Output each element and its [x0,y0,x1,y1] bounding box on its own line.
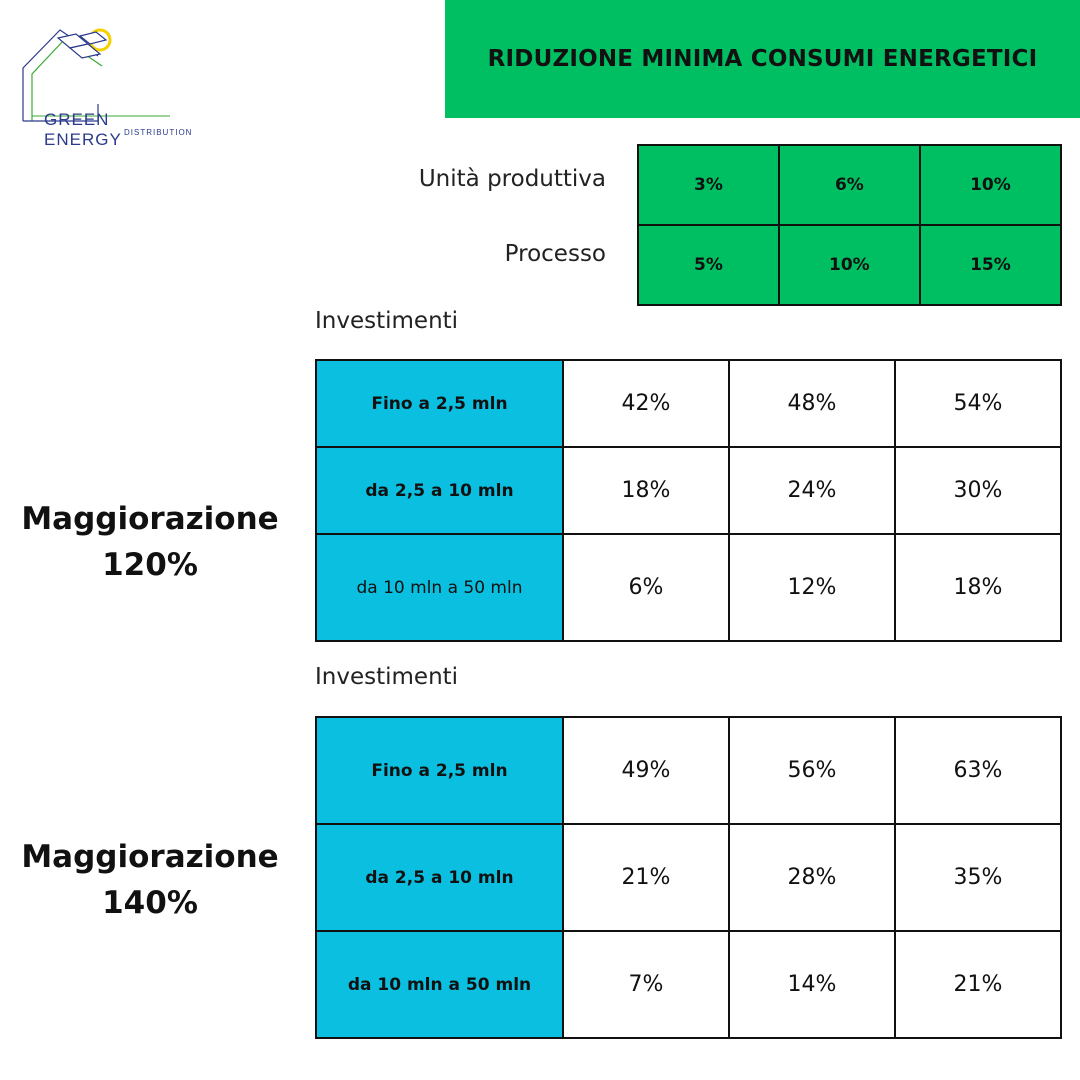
table-cell: 5% [638,225,779,305]
riduzione-table [637,144,1062,306]
table-row [316,824,1061,931]
value-cell: 42% [563,360,729,447]
table-row [316,360,1061,447]
logo-name: GREEN ENERGY [44,110,122,149]
value-cell: 6% [563,534,729,641]
value-cell: 30% [895,447,1061,534]
row-label-unita: Unità produttiva [418,166,606,192]
value-cell: 56% [729,717,895,824]
table-row [316,534,1061,641]
value-cell: 18% [895,534,1061,641]
maggiorazione-word: Maggiorazione [21,839,279,875]
value-cell: 54% [895,360,1061,447]
investimenti-label: Investimenti [315,664,459,690]
table-cell: 15% [920,225,1061,305]
value-cell: 21% [563,824,729,931]
table-row [316,717,1061,824]
header-banner [445,0,1080,118]
table-row [638,145,1061,225]
value-cell: 12% [729,534,895,641]
table-row [638,225,1061,305]
category-cell: Fino a 2,5 mln [316,360,563,447]
maggiorazione-label [0,834,300,926]
value-cell: 7% [563,931,729,1038]
value-cell: 48% [729,360,895,447]
value-cell: 24% [729,447,895,534]
category-cell: da 10 mln a 50 mln [316,931,563,1038]
category-cell: da 2,5 a 10 mln [316,824,563,931]
table-cell: 3% [638,145,779,225]
value-cell: 14% [729,931,895,1038]
category-cell: da 2,5 a 10 mln [316,447,563,534]
logo-subtitle: DISTRIBUTION [124,128,193,137]
maggiorazione-percent: 120% [102,547,198,583]
table-cell: 6% [779,145,920,225]
investimenti-table-120 [315,359,1062,642]
table-row [316,931,1061,1038]
value-cell: 35% [895,824,1061,931]
value-cell: 28% [729,824,895,931]
category-cell: da 10 mln a 50 mln [316,534,563,641]
maggiorazione-label [0,496,300,588]
value-cell: 18% [563,447,729,534]
table-cell: 10% [779,225,920,305]
maggiorazione-word: Maggiorazione [21,501,279,537]
green-energy-logo [20,26,193,149]
page-title: RIDUZIONE MINIMA CONSUMI ENERGETICI [487,46,1038,72]
value-cell: 21% [895,931,1061,1038]
value-cell: 49% [563,717,729,824]
investimenti-label: Investimenti [315,308,459,334]
table-cell: 10% [920,145,1061,225]
investimenti-table-140 [315,716,1062,1039]
value-cell: 63% [895,717,1061,824]
maggiorazione-percent: 140% [102,885,198,921]
table-row [316,447,1061,534]
row-label-processo: Processo [504,241,606,267]
category-cell: Fino a 2,5 mln [316,717,563,824]
